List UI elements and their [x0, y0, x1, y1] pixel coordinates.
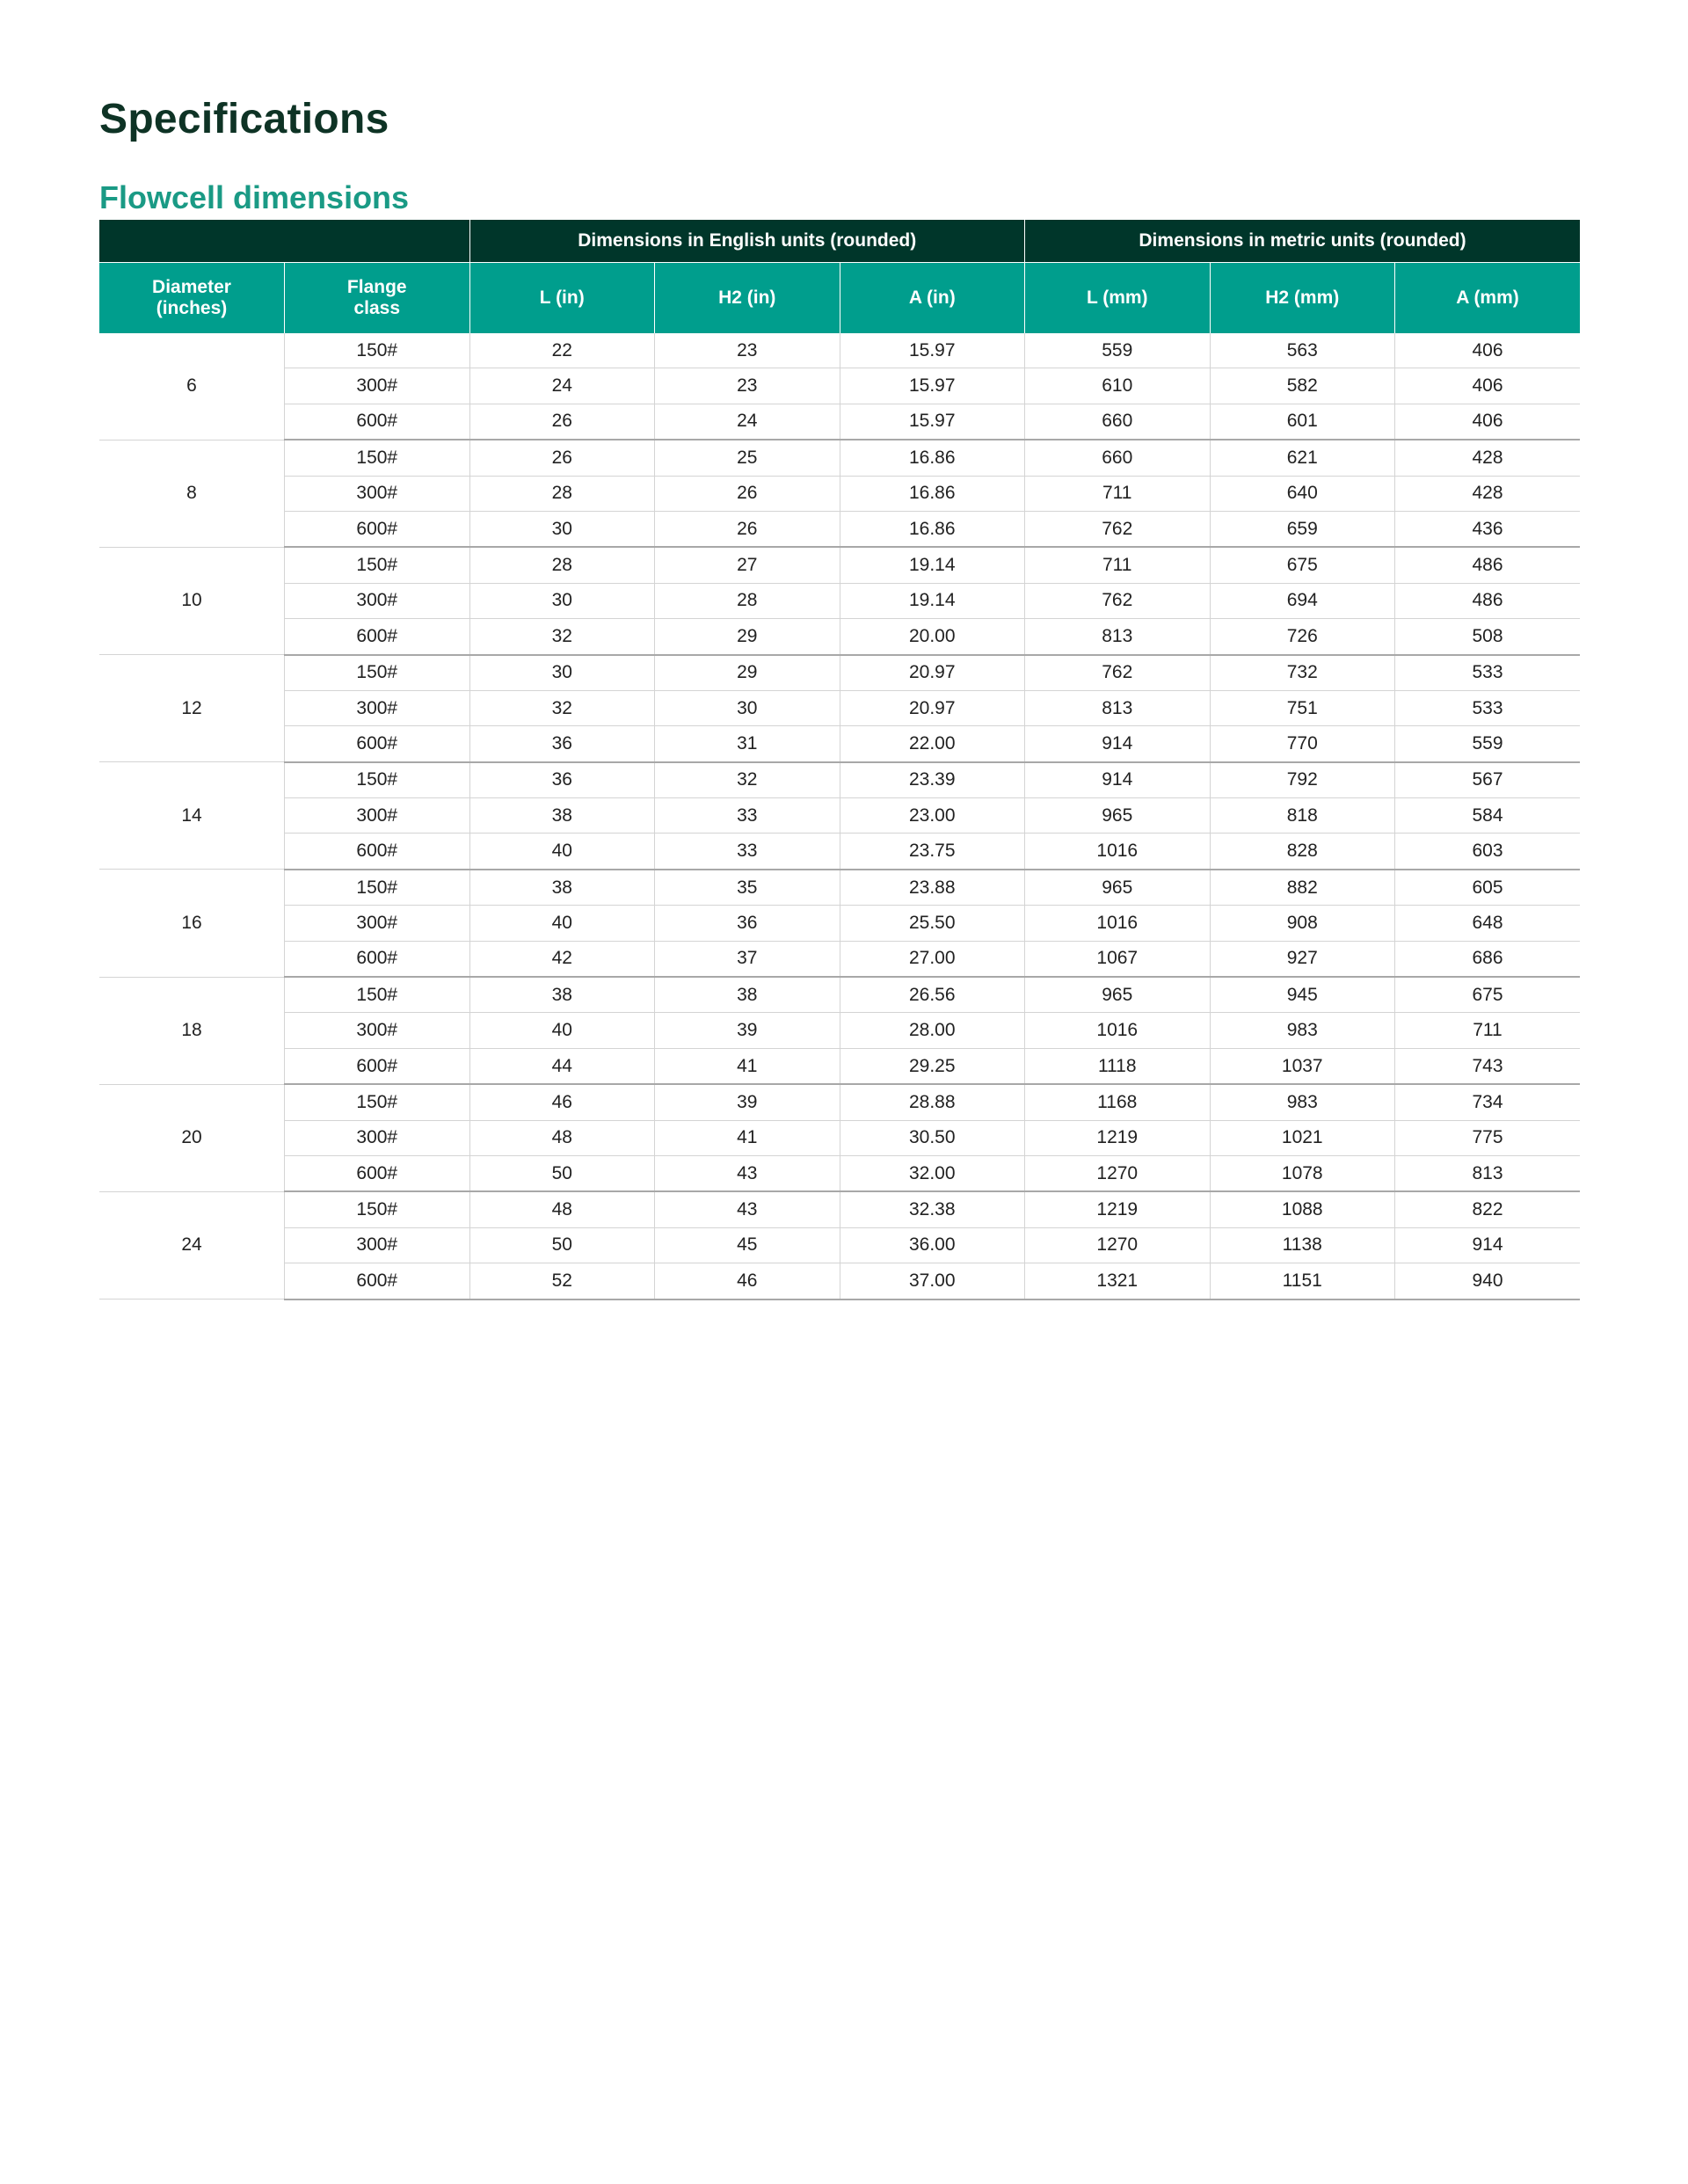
column-header-l-mm: L (mm): [1025, 263, 1211, 334]
l-in-cell: 28: [469, 476, 655, 511]
column-header-flange: [285, 263, 470, 334]
a-in-cell: 23.88: [840, 870, 1025, 906]
h2-in-cell: 23: [655, 333, 840, 368]
table-row: [99, 1263, 1580, 1299]
flange-class-cell: 600#: [285, 726, 470, 762]
table-row: [99, 762, 1580, 798]
l-mm-cell: 1168: [1025, 1084, 1211, 1120]
column-header-diameter-label: Diameter (inches): [152, 277, 231, 318]
l-mm-cell: 914: [1025, 726, 1211, 762]
flange-class-cell: 600#: [285, 404, 470, 440]
a-mm-cell: 567: [1395, 762, 1581, 798]
a-in-cell: 20.00: [840, 619, 1025, 655]
a-in-cell: 37.00: [840, 1263, 1025, 1299]
table-row: [99, 941, 1580, 977]
a-mm-cell: 648: [1395, 906, 1581, 941]
h2-in-cell: 26: [655, 476, 840, 511]
a-mm-cell: 436: [1395, 511, 1581, 547]
column-header-flange-label: Flange class: [346, 277, 407, 318]
flange-class-cell: 300#: [285, 798, 470, 834]
l-in-cell: 44: [469, 1048, 655, 1084]
h2-mm-cell: 751: [1210, 690, 1395, 725]
a-in-cell: 16.86: [840, 476, 1025, 511]
h2-mm-cell: 621: [1210, 440, 1395, 476]
table-row: [99, 511, 1580, 547]
diameter-cell: 14: [99, 762, 285, 870]
flange-class-cell: 300#: [285, 690, 470, 725]
a-in-cell: 16.86: [840, 511, 1025, 547]
l-in-cell: 38: [469, 798, 655, 834]
a-mm-cell: 603: [1395, 834, 1581, 870]
h2-in-cell: 46: [655, 1263, 840, 1299]
l-mm-cell: 762: [1025, 583, 1211, 618]
l-in-cell: 24: [469, 368, 655, 404]
group-header-row: [99, 220, 1580, 263]
table-row: [99, 368, 1580, 404]
a-mm-cell: 822: [1395, 1191, 1581, 1227]
a-in-cell: 23.00: [840, 798, 1025, 834]
flange-class-cell: 150#: [285, 1084, 470, 1120]
flange-class-cell: 300#: [285, 476, 470, 511]
h2-in-cell: 27: [655, 547, 840, 583]
diameter-cell: 20: [99, 1084, 285, 1191]
l-in-cell: 30: [469, 655, 655, 691]
h2-mm-cell: 640: [1210, 476, 1395, 511]
l-in-cell: 50: [469, 1227, 655, 1263]
h2-mm-cell: 582: [1210, 368, 1395, 404]
table-row: [99, 1191, 1580, 1227]
a-mm-cell: 675: [1395, 977, 1581, 1013]
h2-mm-cell: 601: [1210, 404, 1395, 440]
table-row: [99, 1013, 1580, 1048]
h2-mm-cell: 818: [1210, 798, 1395, 834]
l-in-cell: 46: [469, 1084, 655, 1120]
group-header-english: Dimensions in English units (rounded): [469, 220, 1025, 263]
l-in-cell: 30: [469, 511, 655, 547]
table-row: [99, 870, 1580, 906]
l-mm-cell: 660: [1025, 440, 1211, 476]
column-header-row: [99, 263, 1580, 334]
l-mm-cell: 762: [1025, 655, 1211, 691]
a-in-cell: 19.14: [840, 583, 1025, 618]
flange-class-cell: 300#: [285, 368, 470, 404]
l-in-cell: 48: [469, 1191, 655, 1227]
flange-class-cell: 600#: [285, 1155, 470, 1191]
l-in-cell: 50: [469, 1155, 655, 1191]
flange-class-cell: 150#: [285, 655, 470, 691]
a-mm-cell: 406: [1395, 404, 1581, 440]
a-mm-cell: 428: [1395, 440, 1581, 476]
l-in-cell: 32: [469, 619, 655, 655]
h2-mm-cell: 983: [1210, 1013, 1395, 1048]
table-row: [99, 1084, 1580, 1120]
h2-in-cell: 23: [655, 368, 840, 404]
page-title: Specifications: [99, 96, 389, 142]
l-mm-cell: 610: [1025, 368, 1211, 404]
h2-in-cell: 39: [655, 1013, 840, 1048]
l-in-cell: 40: [469, 1013, 655, 1048]
diameter-cell: 24: [99, 1191, 285, 1299]
h2-in-cell: 30: [655, 690, 840, 725]
l-in-cell: 26: [469, 404, 655, 440]
a-mm-cell: 775: [1395, 1120, 1581, 1155]
l-mm-cell: 1321: [1025, 1263, 1211, 1299]
l-mm-cell: 762: [1025, 511, 1211, 547]
h2-mm-cell: 1078: [1210, 1155, 1395, 1191]
flange-class-cell: 600#: [285, 1263, 470, 1299]
table-row: [99, 690, 1580, 725]
l-mm-cell: 1270: [1025, 1227, 1211, 1263]
h2-in-cell: 36: [655, 906, 840, 941]
h2-mm-cell: 1088: [1210, 1191, 1395, 1227]
group-header-blank: [99, 220, 469, 263]
l-in-cell: 38: [469, 977, 655, 1013]
a-in-cell: 15.97: [840, 333, 1025, 368]
flange-class-cell: 300#: [285, 1227, 470, 1263]
h2-in-cell: 35: [655, 870, 840, 906]
flange-class-cell: 600#: [285, 1048, 470, 1084]
flange-class-cell: 300#: [285, 583, 470, 618]
a-mm-cell: 486: [1395, 583, 1581, 618]
a-in-cell: 36.00: [840, 1227, 1025, 1263]
h2-mm-cell: 726: [1210, 619, 1395, 655]
h2-mm-cell: 732: [1210, 655, 1395, 691]
a-in-cell: 15.97: [840, 404, 1025, 440]
l-in-cell: 22: [469, 333, 655, 368]
a-in-cell: 20.97: [840, 690, 1025, 725]
h2-in-cell: 24: [655, 404, 840, 440]
a-in-cell: 28.00: [840, 1013, 1025, 1048]
l-mm-cell: 1067: [1025, 941, 1211, 977]
l-mm-cell: 1016: [1025, 906, 1211, 941]
l-mm-cell: 559: [1025, 333, 1211, 368]
table-row: [99, 440, 1580, 476]
l-mm-cell: 965: [1025, 798, 1211, 834]
h2-mm-cell: 882: [1210, 870, 1395, 906]
column-header-a-in: A (in): [840, 263, 1025, 334]
l-mm-cell: 711: [1025, 476, 1211, 511]
l-in-cell: 36: [469, 726, 655, 762]
table-row: [99, 1155, 1580, 1191]
h2-mm-cell: 908: [1210, 906, 1395, 941]
h2-in-cell: 26: [655, 511, 840, 547]
flange-class-cell: 600#: [285, 834, 470, 870]
a-mm-cell: 559: [1395, 726, 1581, 762]
a-in-cell: 22.00: [840, 726, 1025, 762]
flange-class-cell: 600#: [285, 511, 470, 547]
table-row: [99, 333, 1580, 368]
a-in-cell: 20.97: [840, 655, 1025, 691]
l-in-cell: 48: [469, 1120, 655, 1155]
a-in-cell: 23.39: [840, 762, 1025, 798]
table-row: [99, 619, 1580, 655]
section-title: Flowcell dimensions: [99, 179, 410, 215]
l-in-cell: 36: [469, 762, 655, 798]
h2-in-cell: 43: [655, 1191, 840, 1227]
a-mm-cell: 813: [1395, 1155, 1581, 1191]
h2-mm-cell: 983: [1210, 1084, 1395, 1120]
l-mm-cell: 1016: [1025, 1013, 1211, 1048]
a-in-cell: 25.50: [840, 906, 1025, 941]
h2-mm-cell: 927: [1210, 941, 1395, 977]
flange-class-cell: 150#: [285, 870, 470, 906]
a-in-cell: 15.97: [840, 368, 1025, 404]
table-row: [99, 977, 1580, 1013]
flange-class-cell: 150#: [285, 762, 470, 798]
l-mm-cell: 1016: [1025, 834, 1211, 870]
flange-class-cell: 600#: [285, 941, 470, 977]
a-in-cell: 28.88: [840, 1084, 1025, 1120]
a-in-cell: 16.86: [840, 440, 1025, 476]
a-mm-cell: 914: [1395, 1227, 1581, 1263]
table-row: [99, 404, 1580, 440]
l-in-cell: 28: [469, 547, 655, 583]
flange-class-cell: 150#: [285, 1191, 470, 1227]
h2-mm-cell: 1037: [1210, 1048, 1395, 1084]
flange-class-cell: 300#: [285, 906, 470, 941]
diameter-cell: 6: [99, 333, 285, 440]
l-in-cell: 38: [469, 870, 655, 906]
a-mm-cell: 711: [1395, 1013, 1581, 1048]
table-row: [99, 1120, 1580, 1155]
a-mm-cell: 406: [1395, 333, 1581, 368]
flange-class-cell: 300#: [285, 1013, 470, 1048]
a-mm-cell: 734: [1395, 1084, 1581, 1120]
h2-in-cell: 28: [655, 583, 840, 618]
a-mm-cell: 508: [1395, 619, 1581, 655]
a-mm-cell: 406: [1395, 368, 1581, 404]
table-row: [99, 655, 1580, 691]
h2-in-cell: 25: [655, 440, 840, 476]
h2-mm-cell: 563: [1210, 333, 1395, 368]
table-row: [99, 906, 1580, 941]
dimensions-table: [99, 220, 1580, 1300]
a-in-cell: 26.56: [840, 977, 1025, 1013]
table-row: [99, 726, 1580, 762]
table-row: [99, 547, 1580, 583]
table-row: [99, 583, 1580, 618]
h2-mm-cell: 770: [1210, 726, 1395, 762]
h2-in-cell: 29: [655, 655, 840, 691]
l-mm-cell: 813: [1025, 619, 1211, 655]
l-in-cell: 30: [469, 583, 655, 618]
a-mm-cell: 428: [1395, 476, 1581, 511]
l-mm-cell: 660: [1025, 404, 1211, 440]
flange-class-cell: 150#: [285, 977, 470, 1013]
flange-class-cell: 150#: [285, 440, 470, 476]
column-header-h2-in: H2 (in): [655, 263, 840, 334]
h2-in-cell: 38: [655, 977, 840, 1013]
flange-class-cell: 300#: [285, 1120, 470, 1155]
a-mm-cell: 940: [1395, 1263, 1581, 1299]
diameter-cell: 10: [99, 547, 285, 654]
table-row: [99, 476, 1580, 511]
a-mm-cell: 584: [1395, 798, 1581, 834]
table-row: [99, 798, 1580, 834]
diameter-cell: 18: [99, 977, 285, 1084]
flange-class-cell: 600#: [285, 619, 470, 655]
l-mm-cell: 813: [1025, 690, 1211, 725]
l-mm-cell: 1219: [1025, 1120, 1211, 1155]
h2-in-cell: 32: [655, 762, 840, 798]
h2-in-cell: 33: [655, 798, 840, 834]
diameter-cell: 16: [99, 870, 285, 977]
table-row: [99, 834, 1580, 870]
l-in-cell: 52: [469, 1263, 655, 1299]
h2-mm-cell: 1021: [1210, 1120, 1395, 1155]
a-in-cell: 32.38: [840, 1191, 1025, 1227]
a-in-cell: 27.00: [840, 941, 1025, 977]
l-mm-cell: 1219: [1025, 1191, 1211, 1227]
table-row: [99, 1227, 1580, 1263]
h2-mm-cell: 694: [1210, 583, 1395, 618]
l-mm-cell: 965: [1025, 870, 1211, 906]
l-mm-cell: 1118: [1025, 1048, 1211, 1084]
a-mm-cell: 605: [1395, 870, 1581, 906]
diameter-cell: 8: [99, 440, 285, 547]
h2-in-cell: 29: [655, 619, 840, 655]
l-in-cell: 40: [469, 834, 655, 870]
l-in-cell: 40: [469, 906, 655, 941]
flange-class-cell: 150#: [285, 547, 470, 583]
a-mm-cell: 533: [1395, 655, 1581, 691]
h2-in-cell: 45: [655, 1227, 840, 1263]
column-header-diameter: [99, 263, 285, 334]
column-header-a-mm: A (mm): [1395, 263, 1581, 334]
a-in-cell: 29.25: [840, 1048, 1025, 1084]
a-mm-cell: 686: [1395, 941, 1581, 977]
a-mm-cell: 533: [1395, 690, 1581, 725]
a-in-cell: 32.00: [840, 1155, 1025, 1191]
group-header-metric: Dimensions in metric units (rounded): [1025, 220, 1581, 263]
h2-in-cell: 33: [655, 834, 840, 870]
diameter-cell: 12: [99, 655, 285, 762]
l-in-cell: 26: [469, 440, 655, 476]
h2-mm-cell: 675: [1210, 547, 1395, 583]
table-row: [99, 1048, 1580, 1084]
h2-mm-cell: 945: [1210, 977, 1395, 1013]
h2-mm-cell: 659: [1210, 511, 1395, 547]
a-in-cell: 23.75: [840, 834, 1025, 870]
column-header-h2-mm: H2 (mm): [1210, 263, 1395, 334]
h2-in-cell: 37: [655, 941, 840, 977]
h2-mm-cell: 792: [1210, 762, 1395, 798]
l-mm-cell: 965: [1025, 977, 1211, 1013]
h2-in-cell: 41: [655, 1120, 840, 1155]
h2-mm-cell: 828: [1210, 834, 1395, 870]
h2-mm-cell: 1138: [1210, 1227, 1395, 1263]
l-in-cell: 32: [469, 690, 655, 725]
h2-mm-cell: 1151: [1210, 1263, 1395, 1299]
column-header-l-in: L (in): [469, 263, 655, 334]
l-mm-cell: 711: [1025, 547, 1211, 583]
flange-class-cell: 150#: [285, 333, 470, 368]
a-in-cell: 30.50: [840, 1120, 1025, 1155]
h2-in-cell: 39: [655, 1084, 840, 1120]
h2-in-cell: 31: [655, 726, 840, 762]
h2-in-cell: 41: [655, 1048, 840, 1084]
a-mm-cell: 486: [1395, 547, 1581, 583]
a-in-cell: 19.14: [840, 547, 1025, 583]
h2-in-cell: 43: [655, 1155, 840, 1191]
a-mm-cell: 743: [1395, 1048, 1581, 1084]
l-mm-cell: 1270: [1025, 1155, 1211, 1191]
l-in-cell: 42: [469, 941, 655, 977]
l-mm-cell: 914: [1025, 762, 1211, 798]
table-body: [99, 333, 1580, 1299]
